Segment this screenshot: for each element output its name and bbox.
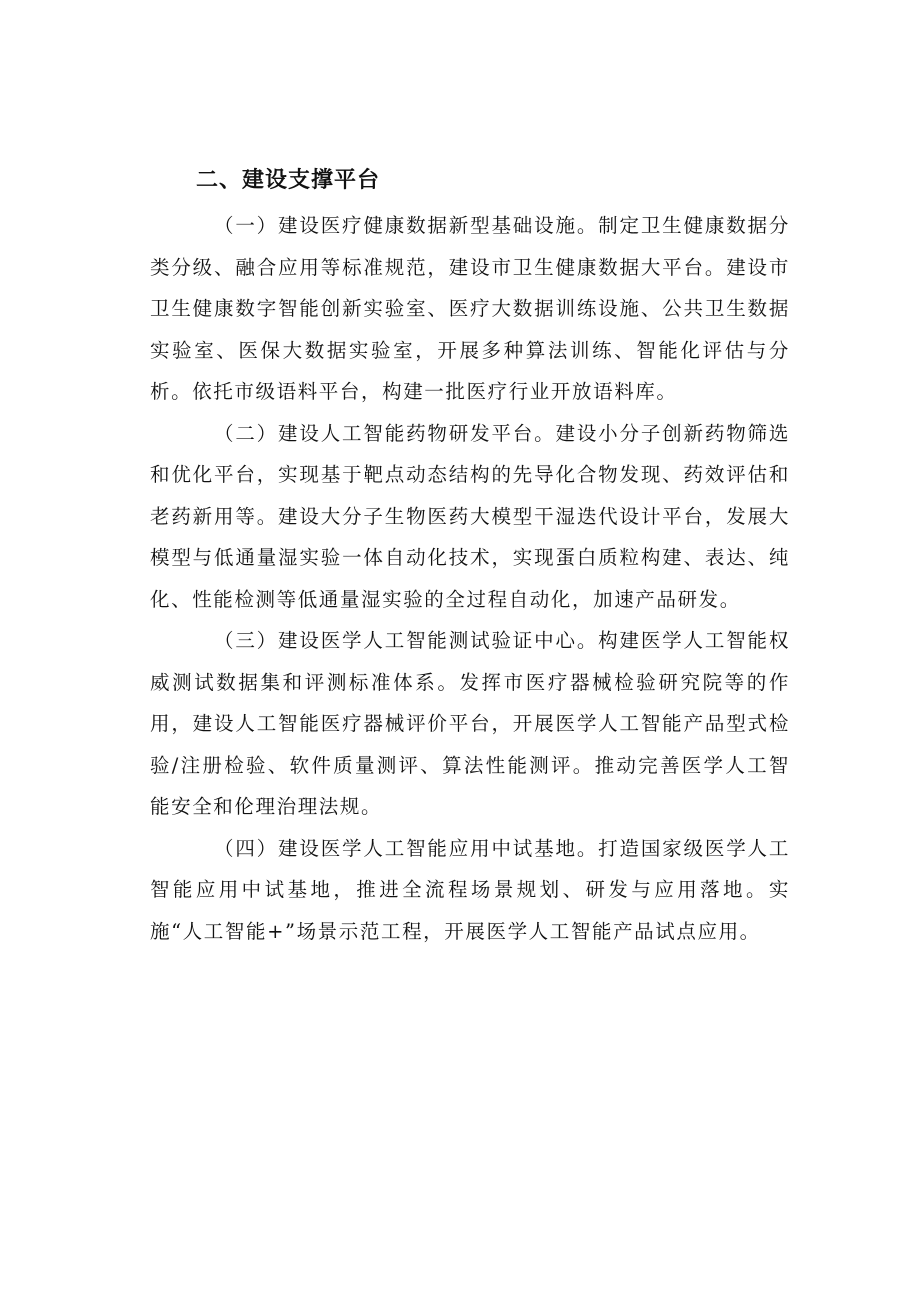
paragraph-drug-research: （二）建设人工智能药物研发平台。建设小分子创新药物筛选和优化平台，实现基于靶点动态结构的先导化合物发现、药效评估和老药新用等。建设大分子生物医药大模型干湿迭代设计平台，发展大模型与低通量湿实验一体自动化技术，实现蛋白质粒构建、表达、纯化、性能检测等低通量湿实验的全过程自动化，加速产品研发。 — [150, 421, 790, 611]
paragraph-testing-center: （三）建设医学人工智能测试验证中心。构建医学人工智能权威测试数据集和评测标准体系。发挥市医疗器械检验研究院等的作用，建设人工智能医疗器械评价平台，开展医学人工智能产品型式检验/注册检验、软件质量测评、算法性能测评。推动完善医学人工智能安全和伦理治理法规。 — [150, 629, 790, 818]
section-heading: 二、建设支撑平台 — [196, 168, 381, 193]
paragraph-pilot-base: （四）建设医学人工智能应用中试基地。打造国家级医学人工智能应用中试基地，推进全流程场景规划、研发与应用落地。实施“人工智能+”场景示范工程，开展医学人工智能产品试点应用。 — [150, 836, 790, 943]
paragraph-infrastructure: （一）建设医疗健康数据新型基础设施。制定卫生健康数据分类分级、融合应用等标准规范，建设市卫生健康数据大平台。建设市卫生健康数字智能创新实验室、医疗大数据训练设施、公共卫生数据实验室、医保大数据实验室，开展多种算法训练、智能化评估与分析。依托市级语料平台，构建一批医疗行业开放语料库。 — [150, 214, 790, 403]
section-body — [150, 205, 790, 952]
